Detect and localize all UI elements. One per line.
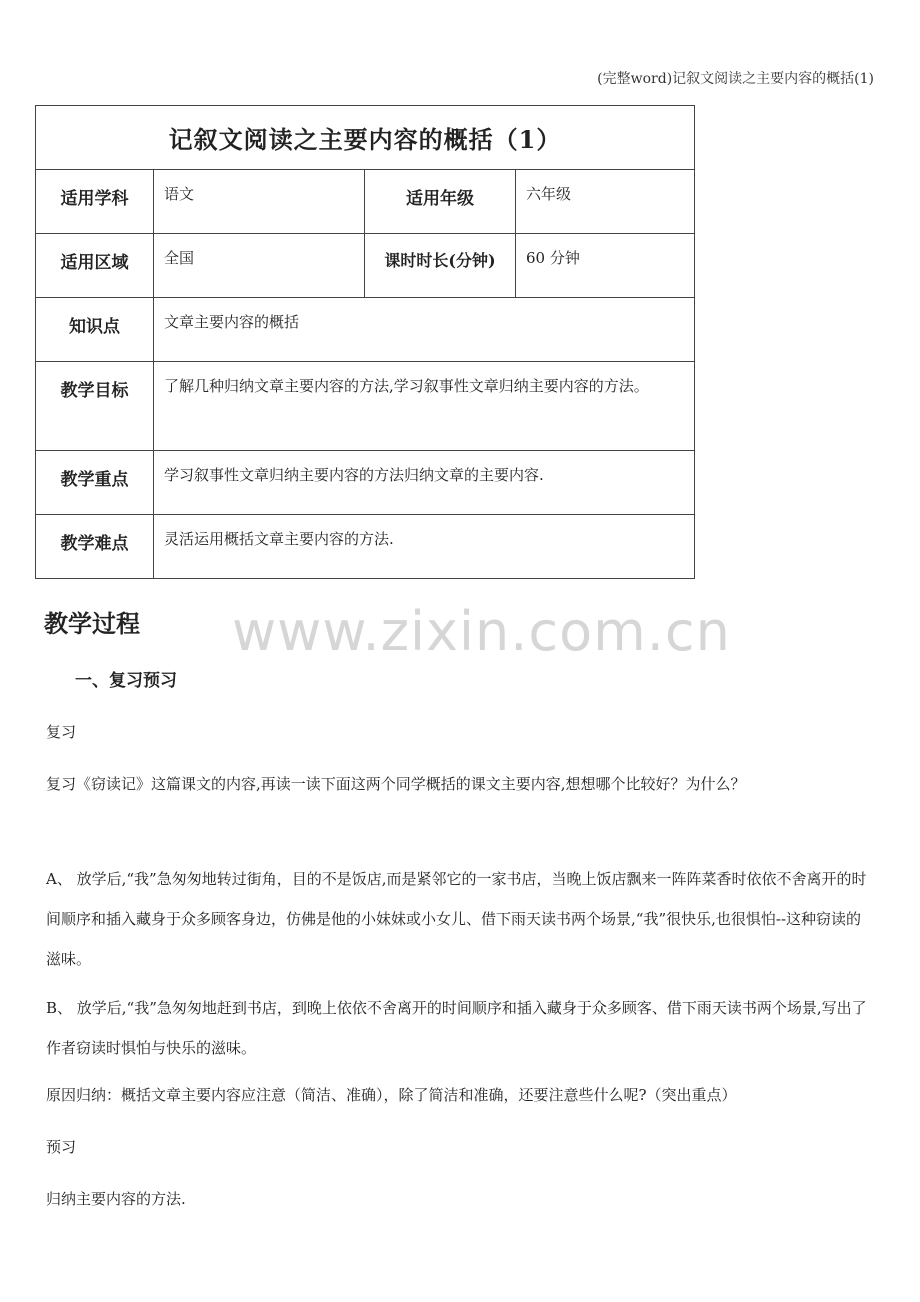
difficulty-label: 教学难点 (36, 515, 154, 579)
focus-label: 教学重点 (36, 451, 154, 515)
difficulty-value: 灵活运用概括文章主要内容的方法. (154, 515, 695, 579)
grade-label: 适用年级 (365, 170, 516, 234)
region-value: 全国 (154, 234, 365, 298)
focus-value: 学习叙事性文章归纳主要内容的方法归纳文章的主要内容. (154, 451, 695, 515)
table-row (36, 362, 695, 451)
preview-label: 预习 (46, 1138, 77, 1156)
knowledge-label: 知识点 (36, 298, 154, 362)
watermark: www.zixin.com.cn (232, 600, 731, 663)
knowledge-value: 文章主要内容的概括 (154, 298, 695, 362)
grade-value: 六年级 (516, 170, 695, 234)
region-label: 适用区域 (36, 234, 154, 298)
table-row (36, 298, 695, 362)
goal-label: 教学目标 (36, 362, 154, 451)
table-row (36, 515, 695, 579)
process-title: 教学过程 (44, 610, 140, 638)
table-row (36, 170, 695, 234)
option-b-text: B、 放学后,“我”急匆匆地赶到书店，到晚上依依不舍离开的时间顺序和插入藏身于众多顾客、借下雨天读书两个场景,写出了作者窃读时惧怕与快乐的滋味。 (46, 999, 867, 1057)
goal-value: 了解几种归纳文章主要内容的方法,学习叙事性文章归纳主要内容的方法。 (154, 362, 695, 451)
preview-text: 归纳主要内容的方法. (46, 1190, 186, 1208)
duration-value: 60 分钟 (516, 234, 695, 298)
review-text: 复习《窃读记》这篇课文的内容,再读一读下面这两个同学概括的课文主要内容,想想哪个比较好？为什么？ (46, 775, 746, 793)
page-header-note: (完整word)记叙文阅读之主要内容的概括(1) (597, 71, 874, 87)
lesson-title: 记叙文阅读之主要内容的概括（1） (36, 106, 695, 170)
review-label: 复习 (46, 723, 77, 741)
table-row (36, 234, 695, 298)
table-row (36, 451, 695, 515)
section-review-preview: 一、复习预习 (75, 671, 177, 691)
lesson-info-table (35, 105, 695, 579)
option-a-text: A、 放学后,“我”急匆匆地转过街角，目的不是饭店,而是紧邻它的一家书店，当晚上饭店飘来一阵阵菜香时依依不舍离开的时间顺序和插入藏身于众多顾客身边，仿佛是他的小妹妹或小女儿、借下雨天读书两个场景,“我”很快乐,也很惧怕--这种窃读的滋味。 (46, 870, 867, 968)
subject-label: 适用学科 (36, 170, 154, 234)
duration-label: 课时时长(分钟) (365, 234, 516, 298)
table-title-row (36, 106, 695, 170)
subject-value: 语文 (154, 170, 365, 234)
reason-text: 原因归纳：概括文章主要内容应注意（简洁、准确），除了简洁和准确，还要注意些什么呢?（突出重点） (46, 1086, 737, 1104)
